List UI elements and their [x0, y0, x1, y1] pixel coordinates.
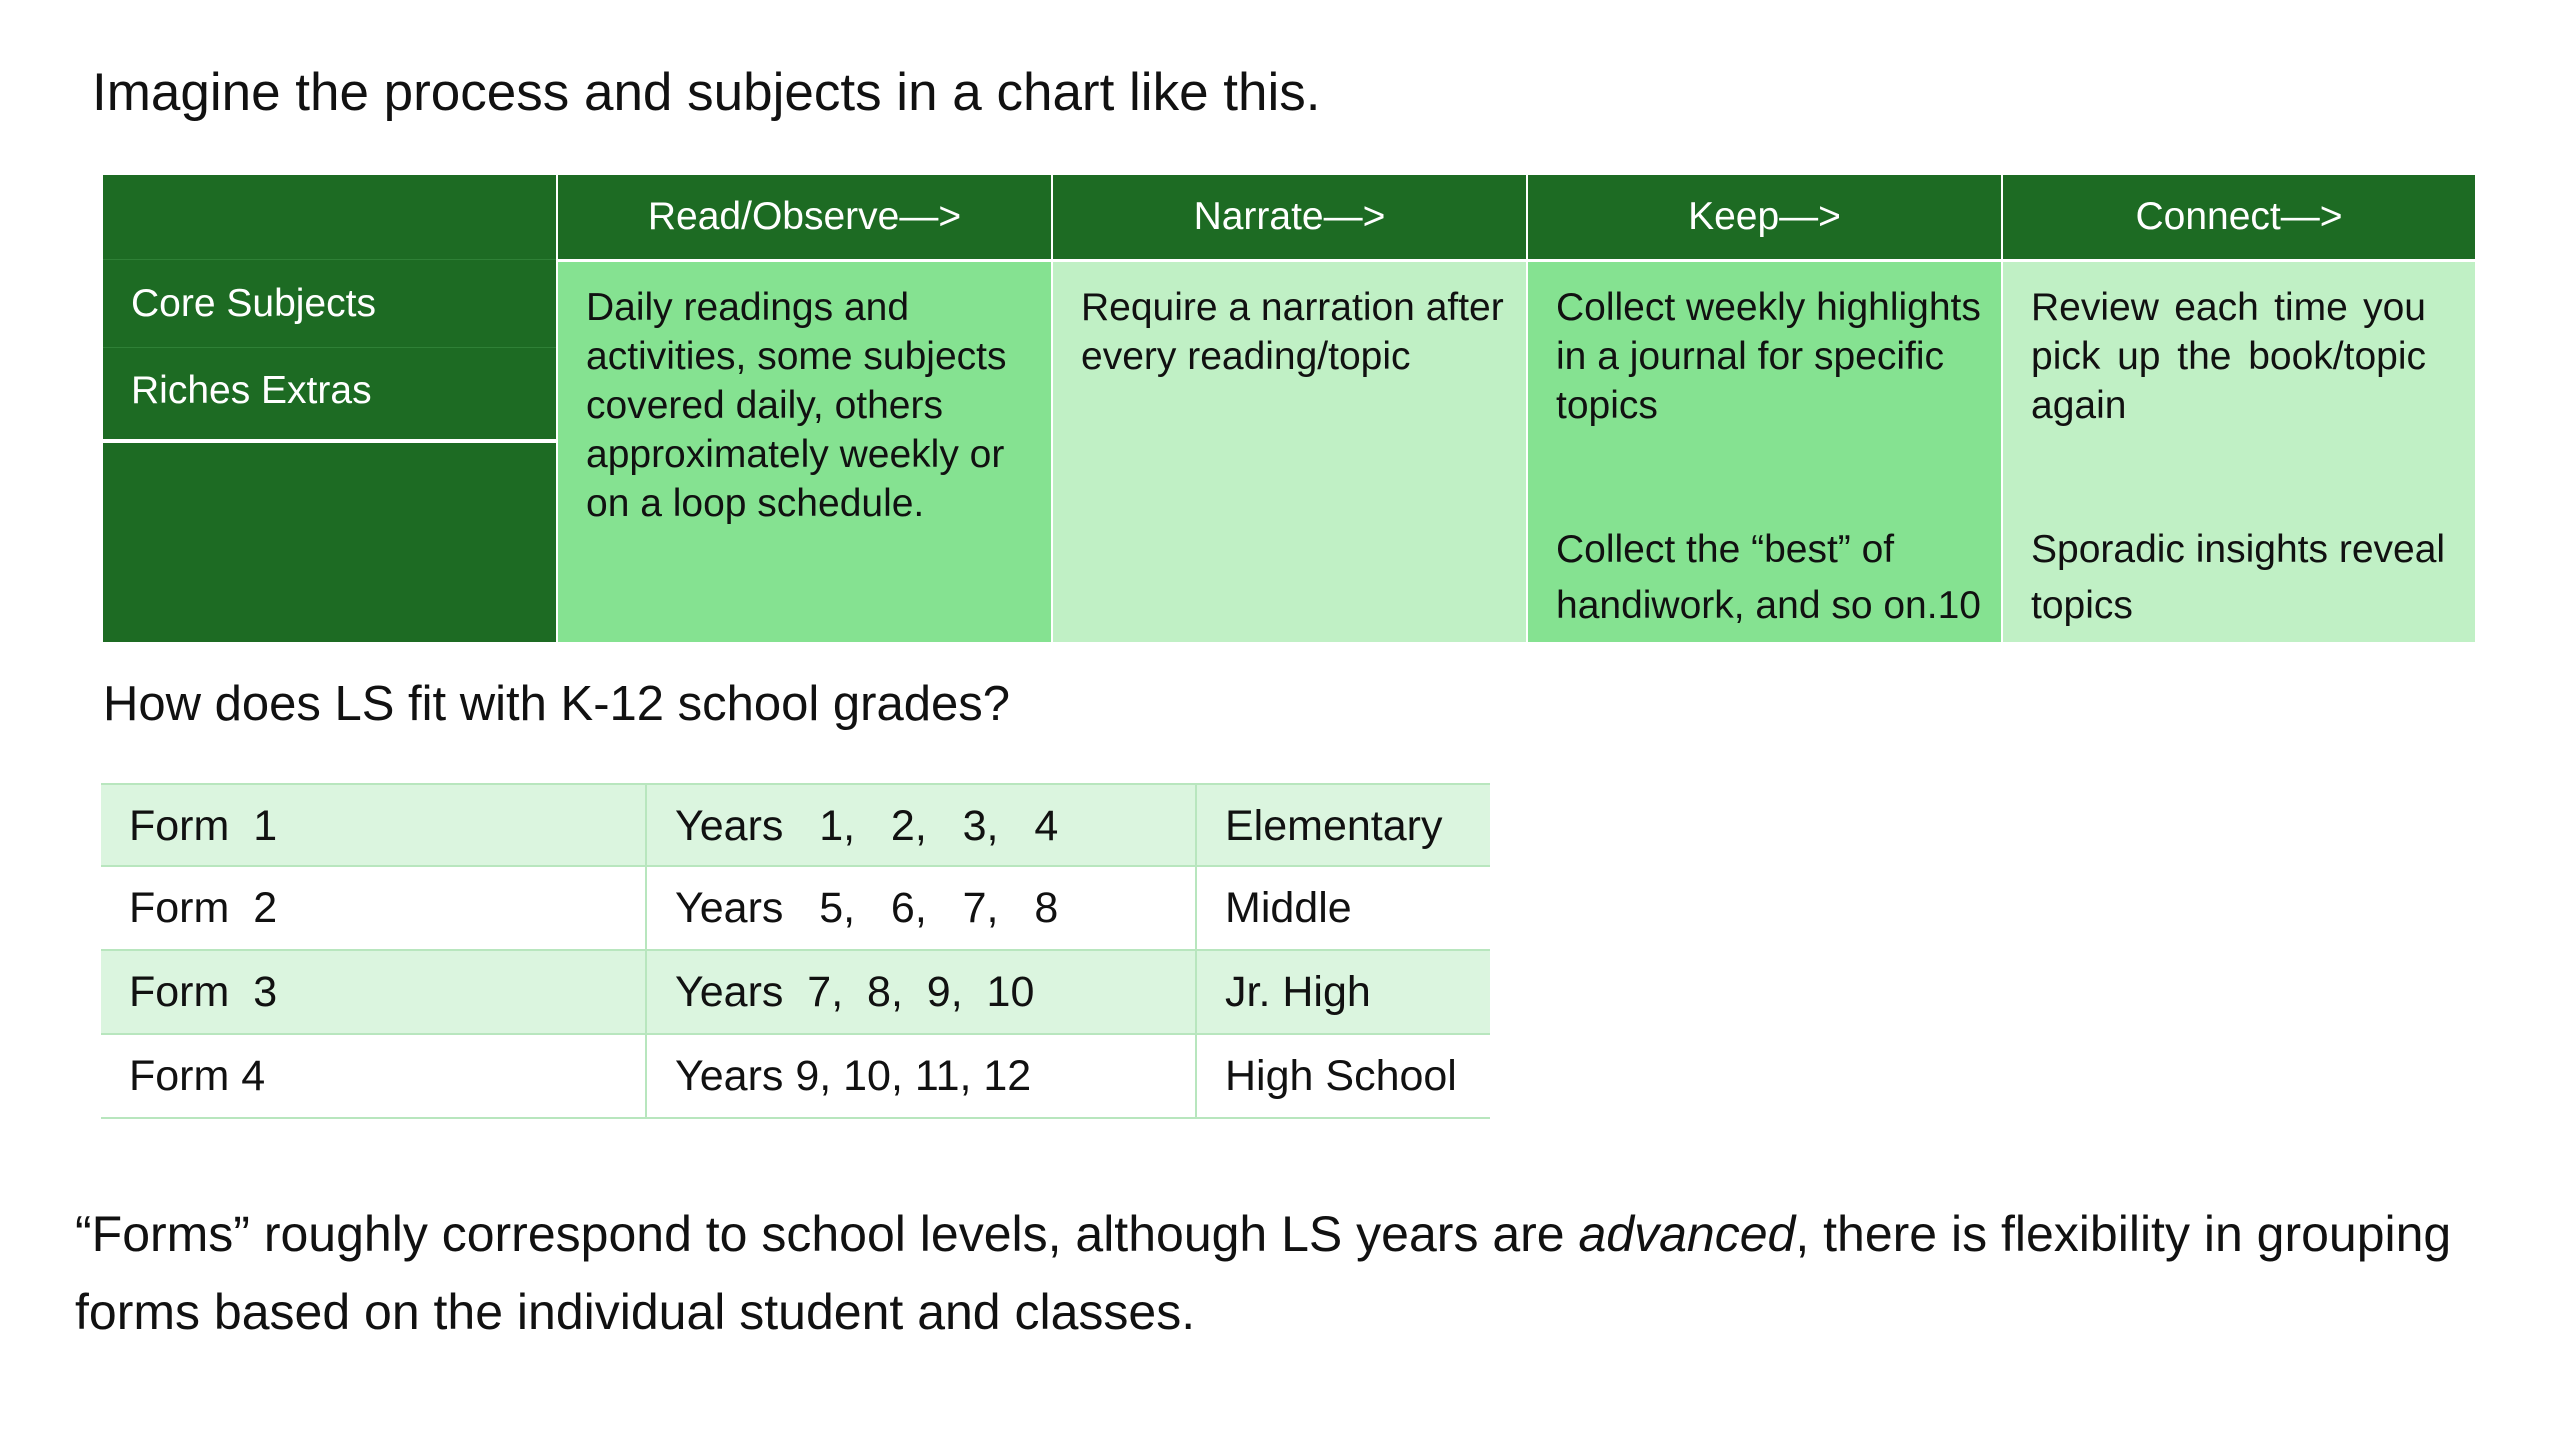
table-row	[101, 783, 1490, 867]
grades-heading: How does LS fit with K-12 school grades?	[103, 677, 1010, 731]
connect-text: Review each time you pick up the book/topic again	[2031, 286, 2426, 427]
table-row	[101, 951, 1490, 1035]
keep-secondary-text: Collect the “best” of handiwork, and so on.10	[1556, 528, 1981, 627]
header-narrate: Narrate—>	[1053, 175, 1526, 259]
cell-keep	[1528, 262, 2001, 642]
footnote-text-end: , there is flexibility in grouping forms based on the individual student and classes.	[75, 1206, 2452, 1340]
table-row	[101, 867, 1490, 951]
process-chart	[103, 175, 2475, 642]
column-divider	[1051, 175, 1053, 642]
sidebar-core-subjects: Core Subjects	[131, 282, 376, 325]
years-cell: Years 5, 6, 7, 8	[647, 867, 1197, 949]
header-connect: Connect—>	[2003, 175, 2475, 259]
form-cell: Form 4	[101, 1035, 647, 1117]
read-observe-text: Daily readings and activities, some subjects covered daily, others approximately weekly or on a loop schedule.	[586, 286, 1007, 525]
header-divider	[556, 259, 2475, 262]
form-cell: Form 1	[101, 785, 647, 867]
sidebar-riches-extras: Riches Extras	[131, 369, 372, 412]
level-cell: Elementary	[1225, 802, 1443, 850]
header-read-observe: Read/Observe—>	[558, 175, 1051, 259]
level-cell: Jr. High	[1225, 968, 1371, 1016]
footnote-emphasis: advanced	[1578, 1206, 1796, 1262]
connect-secondary-text: Sporadic insights reveal topics	[2031, 528, 2446, 627]
narrate-text: Require a narration after every reading/topic	[1081, 286, 1504, 378]
chart-sidebar	[103, 259, 556, 642]
form-cell: Form 3	[101, 951, 647, 1033]
column-divider	[1526, 175, 1528, 642]
footnote-paragraph	[75, 1195, 2495, 1351]
cell-connect	[2003, 262, 2475, 642]
grades-table	[101, 783, 1490, 1119]
cell-narrate	[1053, 262, 1526, 642]
header-keep: Keep—>	[1528, 175, 2001, 259]
years-cell: Years 9, 10, 11, 12	[647, 1035, 1197, 1117]
footnote-text-start: “Forms” roughly correspond to school levels, although LS years are	[75, 1206, 1579, 1262]
years-cell: Years 7, 8, 9, 10	[647, 951, 1197, 1033]
keep-text: Collect weekly highlights in a journal for specific topics	[1556, 286, 1981, 427]
column-divider	[2001, 175, 2003, 642]
form-cell: Form 2	[101, 867, 647, 949]
sidebar-divider	[103, 439, 556, 443]
sidebar-divider	[103, 259, 556, 260]
years-cell: Years 1, 2, 3, 4	[647, 785, 1197, 867]
cell-read-observe	[558, 262, 1051, 642]
level-cell: High School	[1225, 1052, 1457, 1100]
page-heading: Imagine the process and subjects in a chart like this.	[92, 63, 1321, 122]
table-row	[101, 1035, 1490, 1119]
column-divider	[556, 175, 558, 642]
level-cell: Middle	[1225, 884, 1352, 932]
chart-corner-cell	[103, 175, 556, 259]
